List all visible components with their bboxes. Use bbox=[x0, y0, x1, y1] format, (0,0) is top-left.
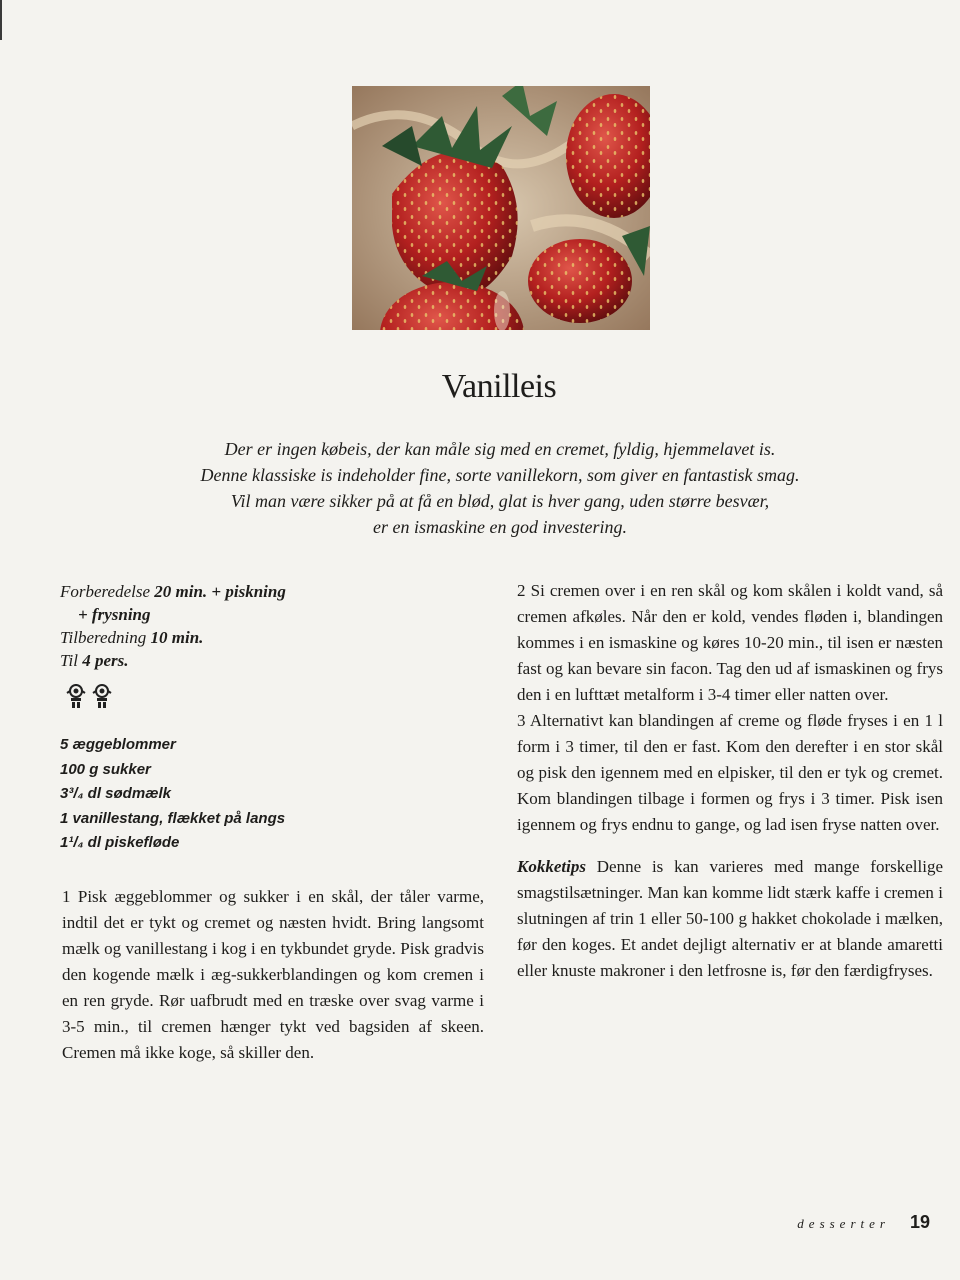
step-2 bbox=[517, 578, 943, 708]
servings bbox=[60, 649, 360, 672]
cook-time bbox=[60, 626, 360, 649]
tips-text: Denne is kan varieres med mange forskellige smagstilsætninger. Man kan komme lidt stærk kaffe i cremen i slutningen af trin 1 eller 50-100 g hakket chokolade i mælken, før den koges. Et andet dejligt alternativ er at blande amaretti eller knuste makroner i den letfrosne is, før den færdigfryses. bbox=[517, 857, 943, 980]
difficulty-rating bbox=[66, 684, 112, 708]
prep-value: 20 min. + piskning bbox=[154, 582, 286, 601]
recipe-title: Vanilleis bbox=[441, 368, 557, 405]
ingredient-item: 100 g sukker bbox=[60, 760, 151, 778]
ingredient-list bbox=[60, 733, 380, 856]
ingredient-item: 1 vanillestang, flækket på langs bbox=[60, 809, 286, 827]
ingredient-item: 1¹/₄ dl piskefløde bbox=[60, 834, 180, 851]
step-number: 2 bbox=[517, 581, 526, 600]
chef-tips bbox=[517, 854, 943, 984]
recipe-intro bbox=[140, 436, 860, 540]
ingredient-item: 3³/₄ dl sødmælk bbox=[60, 785, 172, 802]
intro-line: er en ismaskine en god investering. bbox=[373, 517, 627, 537]
serves-value: 4 pers. bbox=[82, 651, 129, 670]
steps-column-left bbox=[62, 884, 484, 1066]
intro-line: Vil man være sikker på at få en blød, glat is hver gang, uden større besvær, bbox=[230, 491, 770, 511]
prep-time bbox=[60, 580, 360, 603]
page-edge bbox=[0, 0, 2, 40]
intro-line: Der er ingen købeis, der kan måle sig med en cremet, fyldig, hjemmelavet is. bbox=[224, 439, 776, 459]
tips-label: Kokketips bbox=[517, 857, 586, 876]
steps-column-right bbox=[517, 578, 943, 984]
chef-hat-icon bbox=[92, 684, 112, 708]
ingredient-item: 5 æggeblommer bbox=[60, 736, 176, 753]
step-1 bbox=[62, 884, 484, 1066]
cook-label: Tilberedning bbox=[60, 628, 147, 647]
serves-label: Til bbox=[60, 651, 78, 670]
strawberry-photo bbox=[352, 86, 650, 330]
page-number: 19 bbox=[909, 1212, 930, 1232]
step-text: Si cremen over i en ren skål og kom skålen i koldt vand, så cremen afkøles. Når den er kold, vendes fløden i, blandingen kommes i en ismaskine og køres 10-20 min., til isen er næsten fast og kan bevare sin facon. Tag den ud af ismaskinen og frys den i en lufttæt metalform i 3-4 timer eller natten over. bbox=[517, 581, 944, 704]
step-number: 3 bbox=[517, 711, 526, 730]
chef-hat-icon bbox=[66, 684, 86, 708]
step-3 bbox=[517, 708, 943, 838]
step-text: Alternativt kan blandingen af creme og fløde fryses i en 1 l form i 3 timer, til den er fast. Kom den derefter i en stor skål og pisk den igennem med en elpisker, til den er tyk og cremet. Kom blandingen tilbage i formen og frys i 3 timer. Pisk isen igennem og frys endnu to gange, og lad isen fryse natten over. bbox=[517, 711, 943, 834]
step-text: Pisk æggeblommer og sukker i en skål, der tåler varme, indtil det er tykt og cremet og næsten hvidt. Bring langsomt mælk og vanillestang i kog i en tykbundet gryde. Pisk gradvis den kogende mælk i æg-sukkerblandingen og kom cremen i en ren gryde. Rør uafbrudt med en træske over svag varme i 3-5 min., til cremen hænger tykt ved bagsiden af skeen. Cremen må ikke koge, så skiller den. bbox=[62, 887, 484, 1062]
intro-line: Denne klassiske is indeholder fine, sorte vanillekorn, som giver en fantastisk smag. bbox=[200, 465, 800, 485]
step-number: 1 bbox=[62, 887, 71, 906]
prep-label: Forberedelse bbox=[60, 582, 151, 601]
prep-extra: + frysning bbox=[78, 605, 151, 624]
section-label: desserter bbox=[797, 1216, 890, 1231]
recipe-meta bbox=[60, 580, 360, 672]
cook-value: 10 min. bbox=[150, 628, 204, 647]
page-footer bbox=[797, 1212, 930, 1233]
